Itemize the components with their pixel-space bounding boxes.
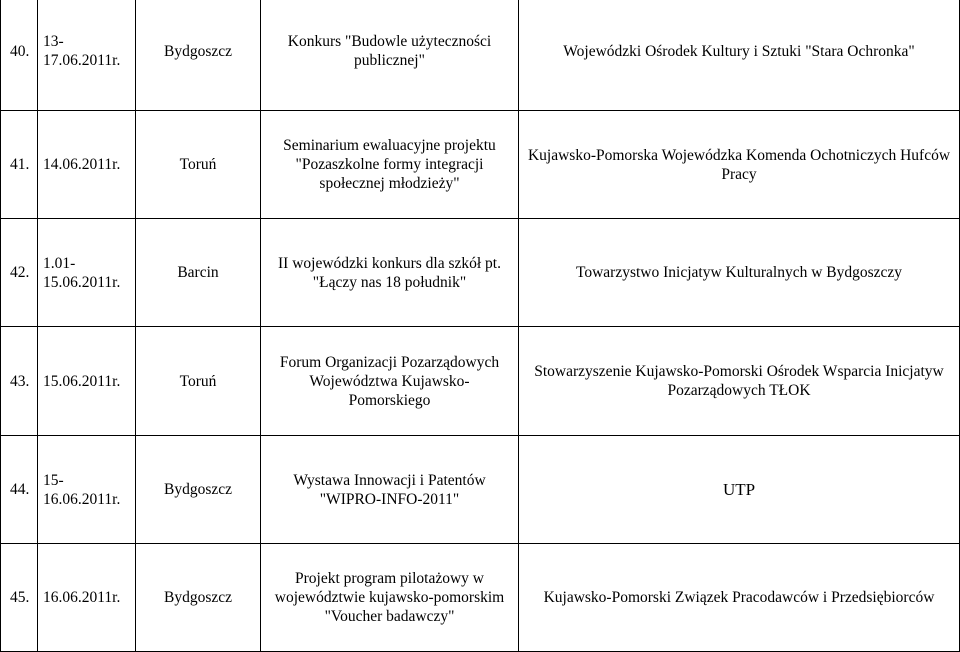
row-date: 15-16.06.2011r.	[38, 436, 136, 544]
row-event: Projekt program pilotażowy w województwie kujawsko-pomorskim "Voucher badawczy"	[261, 544, 519, 652]
row-event: II wojewódzki konkurs dla szkół pt. "Łączy nas 18 południk"	[261, 219, 519, 327]
row-date: 15.06.2011r.	[38, 327, 136, 436]
row-event: Forum Organizacji Pozarządowych Województwa Kujawsko-Pomorskiego	[261, 327, 519, 436]
row-city: Toruń	[136, 327, 261, 436]
row-event: Wystawa Innowacji i Patentów "WIPRO-INFO-2011"	[261, 436, 519, 544]
table-row	[1, 0, 960, 111]
row-city: Barcin	[136, 219, 261, 327]
row-date: 13-17.06.2011r.	[38, 0, 136, 111]
table-row	[1, 219, 960, 327]
row-city: Bydgoszcz	[136, 0, 261, 111]
row-event: Seminarium ewaluacyjne projektu "Pozaszkolne formy integracji społecznej młodzieży"	[261, 111, 519, 219]
row-number: 42.	[1, 219, 38, 327]
row-organizer: Towarzystwo Inicjatyw Kulturalnych w Bydgoszczy	[519, 219, 960, 327]
table-row	[1, 111, 960, 219]
table-row	[1, 327, 960, 436]
row-event: Konkurs "Budowle użyteczności publicznej"	[261, 0, 519, 111]
table-row	[1, 436, 960, 544]
row-city: Toruń	[136, 111, 261, 219]
row-city: Bydgoszcz	[136, 436, 261, 544]
row-date: 16.06.2011r.	[38, 544, 136, 652]
row-organizer: Kujawsko-Pomorska Wojewódzka Komenda Ochotniczych Hufców Pracy	[519, 111, 960, 219]
row-number: 40.	[1, 0, 38, 111]
row-organizer: Stowarzyszenie Kujawsko-Pomorski Ośrodek Wsparcia Inicjatyw Pozarządowych TŁOK	[519, 327, 960, 436]
row-number: 45.	[1, 544, 38, 652]
row-date: 14.06.2011r.	[38, 111, 136, 219]
row-number: 44.	[1, 436, 38, 544]
row-organizer: Kujawsko-Pomorski Związek Pracodawców i Przedsiębiorców	[519, 544, 960, 652]
row-organizer: Wojewódzki Ośrodek Kultury i Sztuki "Stara Ochronka"	[519, 0, 960, 111]
row-organizer: UTP	[519, 436, 960, 544]
row-date: 1.01-15.06.2011r.	[38, 219, 136, 327]
row-number: 41.	[1, 111, 38, 219]
row-number: 43.	[1, 327, 38, 436]
row-city: Bydgoszcz	[136, 544, 261, 652]
table-row	[1, 544, 960, 652]
